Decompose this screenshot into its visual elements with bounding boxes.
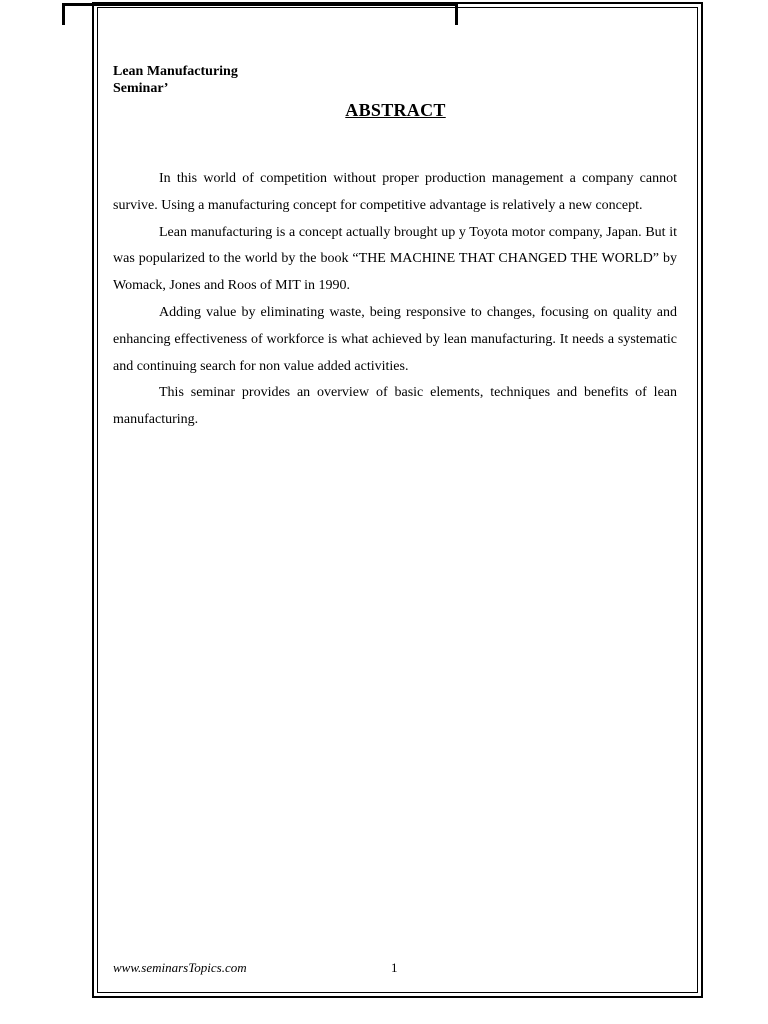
paragraph: Adding value by eliminating waste, being responsive to changes, focusing on quality and enhancing effectiveness of workforce is what achieved by lean manufacturing. It needs a systematic and continuing search for non value added activities. [113, 304, 677, 374]
page-border-inner [97, 7, 698, 993]
running-header [113, 63, 238, 97]
paragraph: This seminar provides an overview of basic elements, techniques and benefits of lean manufacturing. [113, 385, 677, 428]
paragraph: Lean manufacturing is a concept actually brought up y Toyota motor company, Japan. But it was popularized to the world by the book “THE MACHINE THAT CHANGED THE WORLD” by Womack, Jones and Roos of MIT in 1990. [113, 224, 677, 294]
paragraph: In this world of competition without proper production management a company cannot survive. Using a manufacturing concept for competitive advantage is relatively a new concept. [113, 171, 677, 213]
running-header-line1: Lean Manufacturing [113, 64, 238, 79]
abstract-body [113, 166, 677, 434]
header-bracket-top [62, 3, 458, 6]
running-header-line2: Seminar’ [113, 81, 169, 96]
section-title: ABSTRACT [345, 100, 446, 120]
footer-page-number: 1 [391, 960, 398, 975]
header-bracket-left [62, 3, 65, 25]
header-bracket-right [455, 3, 458, 25]
footer-website: www.seminarsTopics.com [113, 960, 247, 975]
